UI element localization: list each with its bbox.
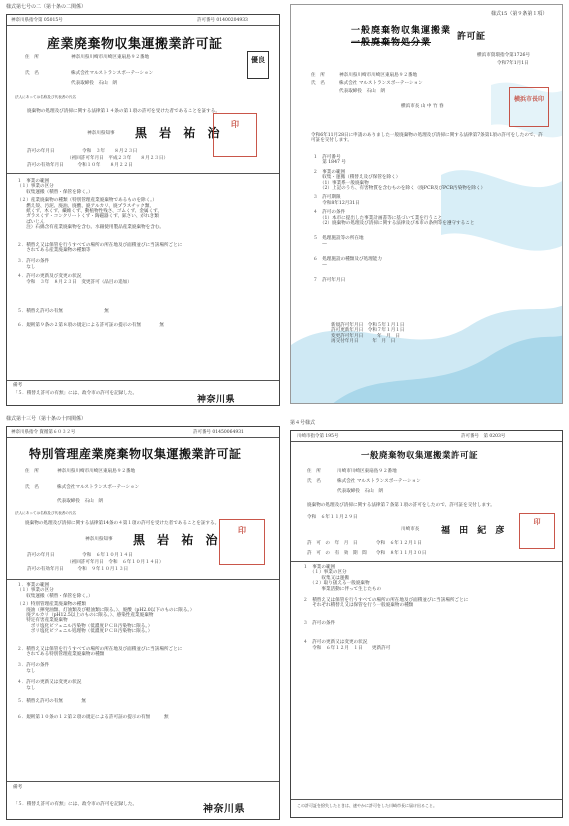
doc1-rep: 代表取締役 石山 朗 — [71, 81, 117, 86]
doc4-section-line: ４ 許可の更新又は変更の状況 — [303, 640, 368, 646]
doc3-date-2: 許可の有効年月日 令和 ９年１０月１３日 — [27, 567, 129, 572]
doc4-mayor-label: 川崎市長 — [401, 527, 420, 532]
doc1-address-label: 住 所 — [25, 55, 39, 60]
doc3-section-line: ４．許可の更新又は変更の状況 — [17, 680, 82, 686]
doc1-section-line: 燃え殻、汚泥、廃油、廃酸、廃アルカリ、廃プラスチック類、 — [17, 203, 155, 209]
doc2-title-line2: 一般廃棄物処分業 — [351, 38, 432, 48]
doc2-item-line: 第 1847 号 — [313, 160, 346, 166]
doc2-body: 令和6年11月28日に申請のありました一般廃棄物の処理及び清掃に関する法律第7条第1項の許可をしたので、許可証を交付します。 — [311, 133, 543, 144]
doc3-address: 神奈川県川崎市川崎区東扇島９２番地 — [57, 469, 136, 474]
doc4-issue-date: 令和 ６年１１月２９日 — [307, 515, 358, 520]
doc4-section-line: ３ 許可の条件 — [303, 620, 336, 626]
doc2-history-line: 変更許可年月日 年 月 日 — [331, 333, 400, 339]
doc1-name-label: 氏 名 — [25, 71, 39, 76]
doc1-date-2: 許可の有効年月日 令和１０年 ８月２２日 — [27, 163, 133, 168]
doc4-section-line: （２）取り扱える一般廃棄物 — [303, 581, 370, 587]
doc2-item-line: （1）事業系一般廃棄物 — [313, 180, 369, 186]
doc1-certificate — [6, 14, 280, 406]
doc4-mayor-seal: 印 — [519, 513, 555, 549]
doc3-rep: 代表取締役 石山 朗 — [57, 499, 103, 504]
doc3-section-line: （２）特別管理産業廃棄物の種類 — [17, 602, 86, 608]
doc3-section-line: ２．積替え又は保管を行うすべての場所の所在地及び面積並びに当該場所ごとに — [17, 646, 183, 652]
doc1-section-line: 令和 ３年 ８月２３日 変更許可（品目の追加） — [17, 279, 132, 285]
doc3-section-line: ポリ塩化ビフェニル汚染物（低濃度ＰＣＢ汚染物に限る。） — [17, 623, 153, 629]
doc2-item-line: ４ 許可の条件 — [313, 210, 346, 216]
doc1-permit-number: 神奈川県指令第 05015号 — [11, 18, 63, 23]
doc1-section-line: ５．積替え許可の有無 無 — [17, 309, 109, 315]
doc1-company: 株式会社マルストランスポーテーション — [71, 71, 154, 76]
doc2-company: 株式会社 マルストランスポーテーション — [339, 81, 423, 86]
doc4-rep: 代表取締役 石山 朗 — [337, 489, 383, 494]
doc3-address-label: 住 所 — [25, 469, 39, 474]
doc1-section-line: ２．積替え又は保管を行うすべての場所の所在地及び面積並びに当該場所ごとに — [17, 242, 183, 248]
doc1-permit-id: 許可番号 01400204933 — [197, 18, 248, 23]
doc3-body: 廃棄物の処理及び清掃に関する法律第14条の４第１項の許可を受けた者であることを証する。 — [25, 521, 220, 526]
doc2-item-line: （1）本市に提出した事業計画書等に基づいて業を行うこと — [313, 215, 443, 221]
doc2-item-line: ７ 許可年月日 — [313, 278, 346, 284]
doc4-section-line: ２ 積替え又は保管を行うすべての場所の所在地及び面積並びに当該場所ごとに — [303, 598, 469, 604]
doc1-footer: 神奈川県 — [197, 395, 236, 405]
doc4-format-label: 第４号様式 — [290, 420, 316, 426]
doc4-section-line: それぞれ積替え又は保管を行う一般廃棄物の種類 — [303, 603, 414, 609]
doc4-permit-number: 川崎市指令第 195号 — [297, 434, 339, 439]
doc2-item-line: ５ 処理施設等の所在地 — [313, 236, 364, 242]
doc3-governor-name: 黒 岩 祐 治 — [133, 533, 222, 547]
doc4-section-line: １ 事業の範囲 — [303, 565, 336, 570]
doc1-governor-name: 黒 岩 祐 治 — [135, 126, 224, 140]
doc1-note: 法人にあっては名称及び代表者の氏名 — [15, 95, 77, 99]
doc3-date-0: 許可の年月日 令和 ６年１０月１４日 — [27, 553, 133, 558]
doc3-section-line: なし — [17, 685, 36, 691]
doc3-section-line: ポリ塩化ビフェニル処理物（低濃度ＰＣＢ汚染物に限る。） — [17, 629, 153, 635]
doc3-title: 特別管理産業廃棄物収集運搬業許可証 — [29, 447, 242, 461]
doc3-governor: 神奈川県知事 — [85, 537, 113, 542]
doc2-title-line1: 一般廃棄物収集運搬業 — [351, 26, 452, 36]
doc3-permit-number: 神奈川県指令 資循第６０３２号 — [11, 430, 76, 435]
doc3-section-line: ６．規則第１０条の１２第２項の規定による許可証の提示の有無 無 — [17, 714, 169, 720]
doc3-section-line: 廃アルカリ（pH12.5以上のものに限る。）、感染性産業廃棄物 — [17, 613, 154, 619]
doc3-section-line: なし — [17, 668, 36, 674]
doc1-governor: 神奈川県知事 — [87, 131, 115, 136]
doc1-section-line: １ 事業の範囲 — [17, 179, 50, 184]
doc2-mayor: 横浜市長 山 中 竹 春 — [401, 104, 444, 109]
doc3-remarks: 「５．積替え許可の有無」には、政令市の許可を記録した。 — [13, 802, 138, 807]
doc2-history-line: 許可更新年月日 令和７年１月１日 — [331, 328, 405, 334]
doc4-section-line: 令和 ６年１２月 １日 更新許可 — [303, 645, 391, 651]
doc1-sections — [17, 179, 182, 328]
doc1-section-line: ばいじん — [17, 219, 45, 225]
doc1-section-line: 紙くず、木くず、繊維くず、動植物性残さ、ゴムくず、金属くず、 — [17, 209, 162, 215]
doc1-section-line: されてある産業廃棄物の種類等 — [17, 248, 91, 254]
doc3-section-line: １．事業の範囲 — [17, 583, 50, 588]
doc2-certificate — [290, 4, 563, 404]
doc1-section-line: （１）事業の区分 — [17, 184, 54, 190]
doc4-address: 川崎市川崎区東扇島９２番地 — [337, 469, 397, 474]
doc3-section-line: されてある特別管理産業廃棄物の種類 — [17, 652, 105, 658]
doc2-item-line: （2）廃棄物の処理及び清掃に関する法律及び本市の条例等を遵守すること — [313, 221, 475, 227]
doc2-item-line: 収集・運搬（積替え及び保管を除く） — [313, 175, 401, 181]
doc4-body: 廃棄物の処理及び清掃に関する法律第７条第１項の許可をしたので、許可証を交付します。 — [307, 503, 495, 508]
doc1-date-1: （初回許可年月日 平成２３年 ８月２３日） — [67, 156, 169, 161]
doc2-address-label: 住 所 — [311, 73, 325, 78]
doc2-format-label: 様式15（第９条第１項） — [491, 11, 548, 17]
doc2-item-line: ― — [313, 241, 327, 247]
doc3-section-line: （１）事業の区分 — [17, 588, 54, 594]
doc4-sections — [303, 565, 468, 651]
doc2-title-suffix: 許可証 — [457, 32, 486, 42]
doc4-name-label: 氏 名 — [307, 479, 321, 484]
doc4-address-label: 住 所 — [307, 469, 321, 474]
doc2-item-line: １ 許可番号 — [313, 155, 341, 160]
doc2-ref-number: 横浜市資環指令第1726号 — [477, 53, 531, 58]
doc4-date-1: 許 可 の 有 効 期 間 令和 ８年１１月３０日 — [307, 551, 427, 556]
doc3-company: 株式会社マルストランスポーテーション — [57, 485, 140, 490]
doc4-mayor-name: 福 田 紀 彦 — [441, 526, 508, 536]
doc1-section-line: ４．許可の更新及び変更の状況 — [17, 274, 82, 280]
doc1-section-line: ３．許可の条件 — [17, 259, 50, 265]
doc2-history — [331, 323, 405, 345]
doc3-sections — [17, 583, 194, 720]
doc2-address: 神奈川県川崎市川崎区東扇島９２番地 — [339, 73, 418, 78]
doc2-item-line: ２ 事業の範囲 — [313, 169, 346, 175]
doc1-section-line: 収集運搬（積替・保管を除く。） — [17, 189, 93, 195]
doc1-section-line: なし — [17, 264, 36, 270]
doc4-certificate — [290, 430, 563, 818]
doc1-excellent-stamp: 優良 — [247, 51, 269, 79]
doc3-format-label: 様式第十三号（第十条の十四関係） — [6, 416, 87, 422]
doc3-date-1: （初回許可年月日 令和 ６年１０月１４日） — [67, 560, 164, 565]
doc3-section-line: ３．許可の条件 — [17, 663, 50, 669]
doc1-section-line: （２）産業廃棄物の種類（特別管理産業廃棄物であるものを除く。） — [17, 198, 158, 204]
doc3-name-label: 氏 名 — [25, 485, 39, 490]
doc3-section-line: 廃油（揮発油類、灯油類及び軽油類に限る。）、廃酸（pH2.0以下のものに限る。） — [17, 607, 195, 613]
doc3-note: 法人にあっては名称及び代表者の氏名 — [15, 511, 77, 515]
doc3-governor-seal: 印 — [219, 519, 265, 565]
doc3-section-line: 収集運搬（積替・保管を除く。） — [17, 593, 93, 599]
doc3-certificate — [6, 426, 280, 820]
doc1-body: 廃棄物の処理及び清掃に関する法律第１４条の第１項の許可を受けた者であることを証する。 — [27, 109, 220, 114]
doc3-remarks-label: 備考 — [13, 785, 23, 790]
doc2-item-line: ― — [313, 262, 327, 268]
doc2-mayor-seal: 横浜市長印 — [509, 87, 549, 127]
doc1-section-line: 注）石綿含有産業廃棄物を含む。水銀使用製品産業廃棄物を含む。 — [17, 225, 165, 231]
doc2-company-label: 氏 名 — [311, 81, 325, 86]
doc4-section-line: 事業活動に伴って生じたもの — [303, 586, 382, 592]
doc4-title: 一般廃棄物収集運搬業許可証 — [361, 451, 479, 461]
doc2-rep: 代表取締役 石山 朗 — [339, 89, 385, 94]
doc2-item-line: ３ 許可期限 — [313, 195, 341, 201]
doc1-section-line: ６．規則第９条の２第８項の規定による許可証の提示の有無 無 — [17, 322, 165, 328]
doc1-remarks: 「５．積替え許可の有無」には、政令市の許可を記録した。 — [13, 391, 138, 396]
doc4-permit-id: 許可番号 第 0203号 — [461, 434, 506, 439]
doc1-remarks-label: 備考 — [13, 383, 23, 388]
doc2-items — [313, 155, 485, 284]
doc1-address: 神奈川県川崎市川崎区東扇島９２番地 — [71, 55, 150, 60]
doc4-section-line: （１）事業の区分 — [303, 570, 347, 576]
doc1-format-label: 様式第七号の二（第十条の二関係） — [6, 4, 87, 10]
doc4-section-line: 収集又は運搬 — [303, 575, 349, 581]
doc3-section-line: 特定有害産業廃棄物 — [17, 618, 68, 624]
doc1-section-line: ガラスくず・コンクリートくず・陶磁器くず、鉱さい、がれき類 — [17, 214, 159, 220]
doc3-permit-id: 許可番号 01450064931 — [193, 430, 244, 435]
doc2-history-line: 新規許可年月日 令和５年１月１日 — [331, 323, 405, 328]
doc4-footer-note: この許可証を紛失したときは、速やかに許可をした川崎市長に届け出ること。 — [297, 803, 437, 808]
doc2-item-line: ６ 処理施設の種類及び処理能力 — [313, 257, 382, 263]
doc1-date-0: 許可の年月日 令和 ３年 ８月２３日 — [27, 149, 138, 154]
doc2-item-line: 令和8年12月31日 — [313, 200, 360, 206]
doc3-footer: 神奈川県 — [203, 804, 245, 815]
doc2-item-line: （2）上記のうち、有害物質を含むものを除く（廃PCB及びPCB汚染物を除く） — [313, 186, 486, 192]
doc2-history-line: 再交付年月日 年 月 日 — [331, 339, 396, 345]
doc4-date-0: 許 可 の 年 月 日 令和 ６年１２月１日 — [307, 541, 422, 546]
doc3-section-line: ５．積替え許可の有無 無 — [17, 699, 86, 705]
doc2-issue-date: 令和7年1月1日 — [497, 61, 529, 66]
doc1-title: 産業廃棄物収集運搬業許可証 — [47, 37, 223, 52]
doc1-governor-seal: 印 — [213, 113, 257, 157]
doc4-company: 株式会社 マルストランスポーテーション — [337, 479, 421, 484]
